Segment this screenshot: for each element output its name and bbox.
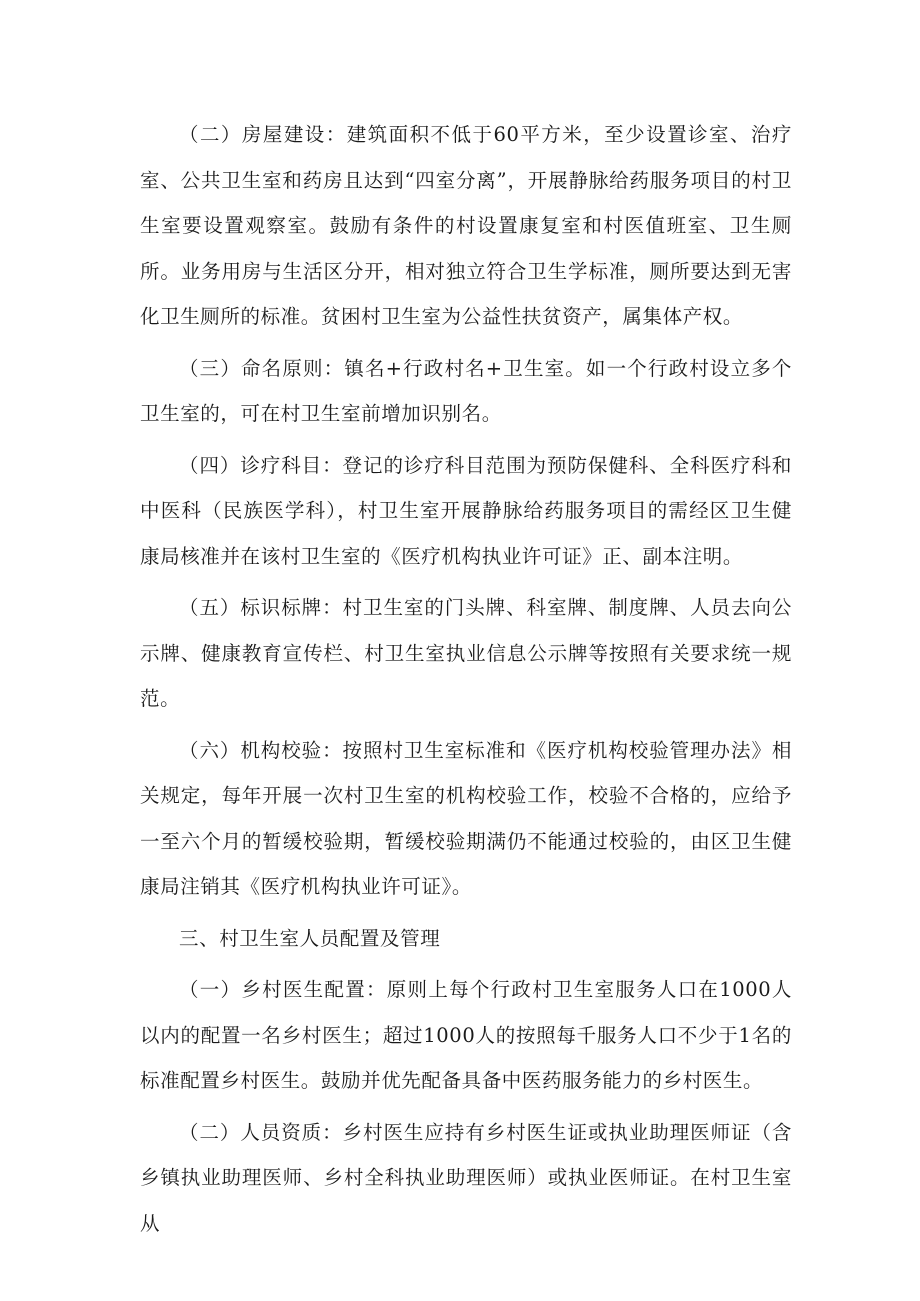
paragraph-verification: （六）机构校验：按照村卫生室标准和《医疗机构校验管理办法》相关规定，每年开展一次村卫生室的机构校验工作，校验不合格的，应给予一至六个月的暂缓校验期，暂缓校验期满仍不能通过校验的，由区卫生健康局注销其《医疗机构执业许可证》。 — [140, 738, 792, 898]
section-heading: 三、村卫生室人员配置及管理 — [179, 926, 441, 950]
paragraph-doctor-allocation: （一）乡村医生配置：原则上每个行政村卫生室服务人口在1000人以内的配置一名乡村医生；超过1000人的按照每千服务人口不少于1名的标准配置乡村医生。鼓励并优先配备具备中医药服务能力的乡村医生。 — [140, 978, 792, 1092]
paragraph-qualifications: （二）人员资质：乡村医生应持有乡村医生证或执业助理医师证（含乡镇执业助理医师、乡村全科执业助理医师）或执业医师证。在村卫生室从 — [140, 1120, 792, 1235]
document-body — [140, 112, 792, 1252]
paragraph-signage: （五）标识标牌：村卫生室的门头牌、科室牌、制度牌、人员去向公示牌、健康教育宣传栏、村卫生室执业信息公示牌等按照有关要求统一规范。 — [140, 596, 792, 710]
paragraph-naming: （三）命名原则：镇名+行政村名+卫生室。如一个行政村设立多个卫生室的，可在村卫生室前增加识别名。 — [140, 356, 792, 425]
paragraph-housing: （二）房屋建设：建筑面积不低于60平方米，至少设置诊室、治疗室、公共卫生室和药房且达到“四室分离”，开展静脉给药服务项目的村卫生室要设置观察室。鼓励有条件的村设置康复室和村医值班室、卫生厕所。业务用房与生活区分开，相对独立符合卫生学标准，厕所要达到无害化卫生厕所的标准。贫困村卫生室为公益性扶贫资产，属集体产权。 — [140, 123, 792, 328]
paragraph-departments: （四）诊疗科目：登记的诊疗科目范围为预防保健科、全科医疗科和中医科（民族医学科），村卫生室开展静脉给药服务项目的需经区卫生健康局核准并在该村卫生室的《医疗机构执业许可证》正、副本注明。 — [140, 453, 792, 568]
